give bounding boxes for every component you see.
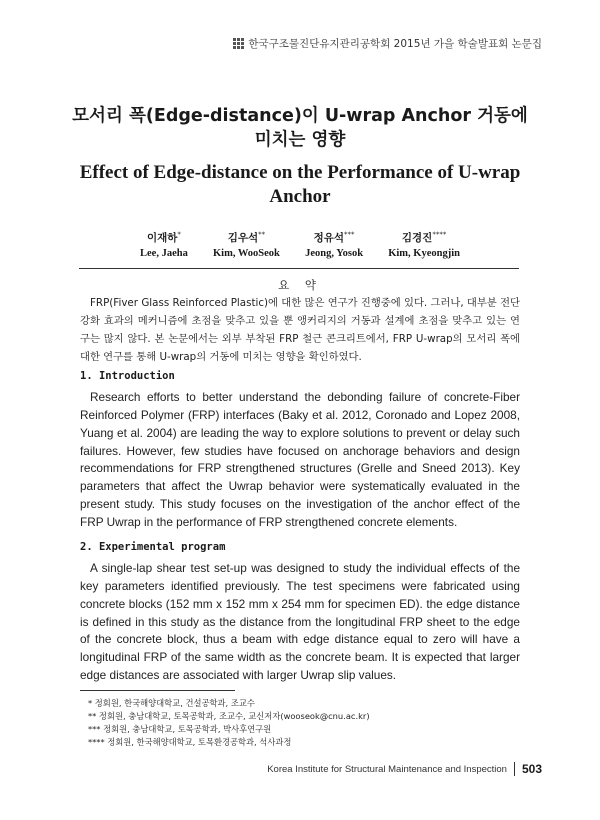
abstract-heading: 요 약: [278, 278, 322, 292]
footnote: *** 정회원, 충남대학교, 토목공학과, 박사후연구원: [88, 724, 272, 734]
author-list: [140, 230, 460, 259]
author-divider: [79, 268, 519, 269]
section-heading-introduction: 1. Introduction: [80, 370, 175, 382]
author-english-name: Kim, WooSeok: [213, 248, 280, 259]
footer-separator: [514, 762, 515, 776]
page-number: 503: [521, 762, 542, 776]
author-english-name: Kim, Kyeongjin: [388, 248, 460, 259]
english-title-line1: Effect of Edge-distance on the Performance of U-wrap: [79, 162, 521, 183]
english-title-line2: Anchor: [269, 186, 331, 207]
running-header-text: 한국구조물진단유지관리공학회 2015년 가을 학술발표회 논문집: [248, 38, 542, 50]
author-korean-name: 이재하: [146, 232, 178, 244]
author-korean-name: 정유석: [313, 232, 345, 244]
author: [213, 230, 280, 259]
affiliation-mark: *: [177, 230, 181, 239]
running-header: [233, 36, 542, 51]
footnote: * 정회원, 한국해양대학교, 건설공학과, 조교수: [88, 698, 255, 708]
footnotes: [88, 697, 518, 749]
korean-title-line2: 미치는 영향: [254, 130, 346, 150]
footnote-divider: [80, 690, 235, 691]
affiliation-mark: ****: [432, 230, 447, 239]
footer-organization: Korea Institute for Structural Maintenance and Inspection: [267, 763, 507, 775]
author: [305, 230, 363, 259]
author: [388, 230, 460, 259]
page-footer: [267, 762, 542, 776]
author-korean-name: 김경진: [401, 232, 433, 244]
author-english-name: Lee, Jaeha: [140, 248, 188, 259]
author-english-name: Jeong, Yosok: [305, 248, 364, 259]
author: [140, 230, 188, 259]
author-korean-name: 김우석: [227, 232, 259, 244]
affiliation-mark: ***: [344, 230, 355, 239]
section-heading-experimental-program: 2. Experimental program: [80, 541, 226, 553]
korean-title-line1: 모서리 폭(Edge-distance)이 U-wrap Anchor 거동에: [72, 106, 528, 126]
introduction-paragraph: Research efforts to better understand the debonding failure of concrete-Fiber Reinforced Polymer (FRP) interfaces (Baky et al. 2012, Coronado and Lopez 2008, Yuang et al. 2004) are leading the way to explore solutions to prevent or delay such failures. However, few studies have focused on anchorage behaviors and design recommendations for FRP strengthened structures (Grelle and Sneed 2013). Key parameters that affect the Uwrap behavior were systematically evaluated in the present study. This study focuses on the investigation of the anchor effect of the FRP Uwrap in the performance of FRP strengthened concrete elements.: [80, 390, 520, 529]
experimental-program-paragraph: A single-lap shear test set-up was designed to study the individual effects of the key parameters identified previously. The test specimens were fabricated using concrete blocks (152 mm x 152 mm x 254 mm for specimen ED). the edge distance is defined in this study as the distance from the longitudinal FRP sheet to the edge of the concrete block, thus a beam with edge distance equal to zero will have a longitudinal FRP of the same width as the concrete beam. It is expected that larger edge distances are associated with larger Uwrap slip values.: [80, 561, 520, 683]
grid-bullet-icon: [233, 38, 244, 49]
footnote: **** 정회원, 한국해양대학교, 토목환경공학과, 석사과정: [88, 737, 292, 747]
abstract-body: FRP(Fiver Glass Reinforced Plastic)에 대한 많은 연구가 진행중에 있다. 그러나, 대부분 전단강화 효과의 메커니즘에 초점을 맞추고 있을 뿐 앵커리지의 거동과 설계에 초점을 맞추고 있는 연구는 많지 않다. 본 논문에서는 외부 부착된 FRP 철근 콘크리트에서, FRP U-wrap의 모서리 폭에 대한 연구를 통해 U-wrap의 거동에 미치는 영향을 확인하였다.: [80, 297, 520, 363]
footnote: ** 정회원, 충남대학교, 토목공학과, 조교수, 교신저자(wooseok@cnu.ac.kr): [88, 711, 370, 721]
affiliation-mark: **: [258, 230, 266, 239]
